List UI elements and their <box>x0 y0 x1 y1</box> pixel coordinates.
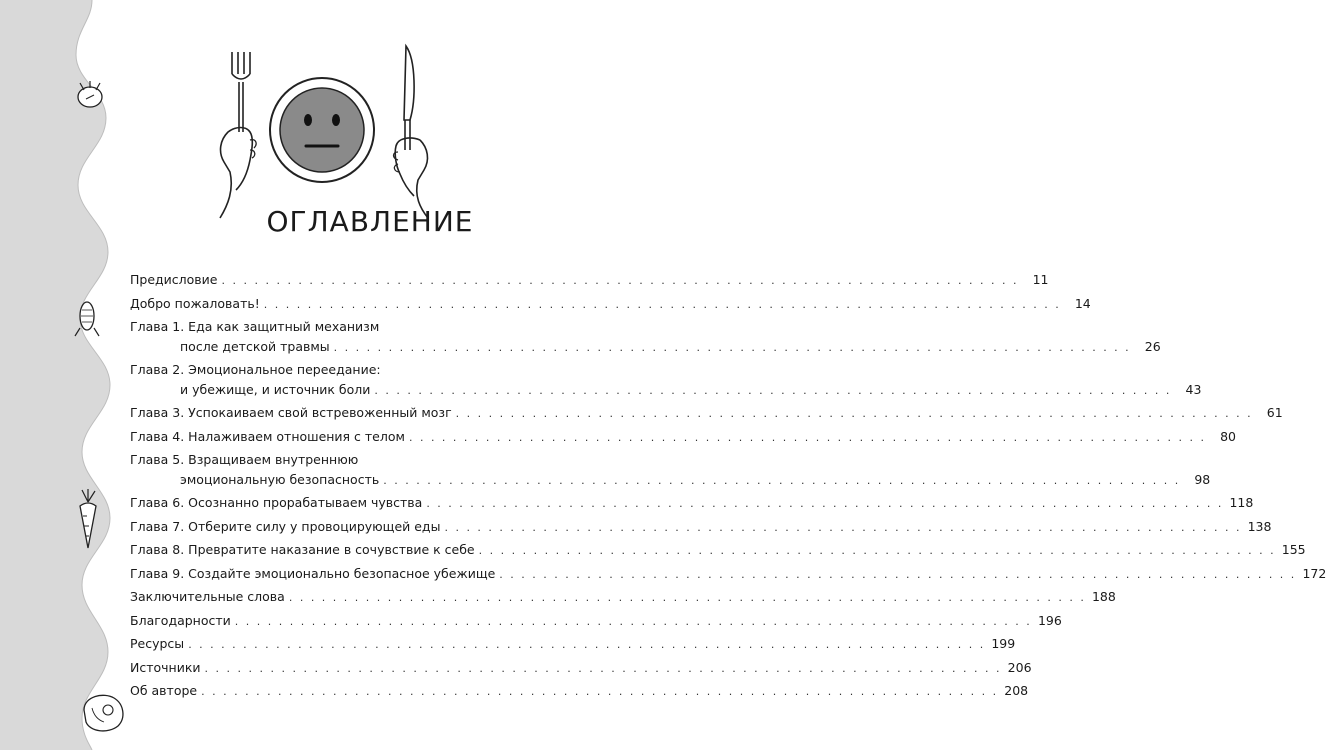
dot-leader <box>456 404 1253 424</box>
toc-entry[interactable] <box>130 427 1236 448</box>
table-of-contents <box>130 270 1326 702</box>
toc-entry[interactable] <box>130 493 1254 514</box>
corn-icon <box>72 298 102 338</box>
radish-icon <box>72 80 108 110</box>
dot-leader <box>221 271 1018 291</box>
dot-leader <box>188 635 985 655</box>
toc-entry-page: 43 <box>1185 381 1202 397</box>
toc-entry-title: Добро пожаловать! <box>130 295 260 311</box>
toc-entry[interactable] <box>130 658 1032 679</box>
toc-entry[interactable] <box>130 681 1029 702</box>
toc-entry-title: Источники <box>130 659 201 675</box>
toc-entry[interactable] <box>130 634 1016 655</box>
toc-entry[interactable] <box>130 611 1062 632</box>
toc-entry[interactable] <box>130 270 1049 291</box>
toc-entry-page: 118 <box>1229 495 1254 510</box>
dot-leader <box>479 541 1276 561</box>
toc-entry[interactable] <box>130 450 1211 490</box>
dot-leader <box>383 471 1180 491</box>
dot-leader <box>499 565 1296 585</box>
toc-entry[interactable] <box>130 540 1306 561</box>
toc-entry-page: 188 <box>1091 589 1116 604</box>
toc-entry-page: 98 <box>1194 471 1211 487</box>
toc-entry-title: Глава 1. Еда как защитный механизм <box>130 319 380 334</box>
toc-entry-page: 196 <box>1037 612 1062 628</box>
toc-entry[interactable] <box>130 517 1272 538</box>
toc-entry[interactable] <box>130 294 1091 315</box>
toc-entry-title: Ресурсы <box>130 636 185 651</box>
toc-entry-page: 199 <box>991 636 1016 651</box>
dot-leader <box>426 494 1223 514</box>
toc-entry[interactable] <box>130 564 1326 585</box>
plate-with-fork-and-knife-illustration <box>210 40 440 220</box>
toc-entry-page: 208 <box>1004 683 1029 698</box>
dot-leader <box>201 682 998 702</box>
toc-entry-title: Глава 2. Эмоциональное переедание: <box>130 362 381 377</box>
dot-leader <box>409 428 1206 448</box>
toc-entry-title: Глава 6. Осознанно прорабатываем чувства <box>130 495 423 510</box>
toc-entry-page: 80 <box>1220 428 1236 444</box>
toc-entry-page: 172 <box>1302 565 1326 581</box>
toc-entry-title: Глава 8. Превратите наказание в сочувствие к себе <box>130 542 475 557</box>
toc-entry-title-continued: после детской травмы <box>180 338 330 354</box>
toc-entry-title: Благодарности <box>130 612 231 628</box>
page-title: ОГЛАВЛЕНИЕ <box>266 205 474 238</box>
toc-entry-title-continued: эмоциональную безопасность <box>180 471 380 487</box>
dot-leader <box>334 338 1131 358</box>
toc-entry-title-continued: и убежище, и источник боли <box>180 381 371 397</box>
steak-icon <box>78 688 130 734</box>
dot-leader <box>264 295 1061 315</box>
dot-leader <box>289 588 1086 608</box>
toc-entry-page: 11 <box>1032 272 1049 287</box>
toc-entry-title: Глава 4. Налаживаем отношения с телом <box>130 428 405 444</box>
dot-leader <box>374 381 1171 401</box>
toc-entry-page: 155 <box>1281 542 1306 557</box>
toc-entry-page: 206 <box>1007 659 1032 675</box>
toc-entry[interactable] <box>130 403 1283 424</box>
toc-entry-page: 26 <box>1144 338 1161 354</box>
toc-entry-title: Предисловие <box>130 272 218 287</box>
toc-entry-page: 138 <box>1247 518 1272 534</box>
toc-entry-title: Глава 7. Отберите силу у провоцирующей еды <box>130 518 441 534</box>
toc-entry[interactable] <box>130 360 1202 400</box>
toc-entry-title: Об авторе <box>130 683 198 698</box>
dot-leader <box>444 518 1241 538</box>
toc-entry-title: Глава 5. Взращиваем внутреннюю <box>130 452 359 467</box>
toc-entry[interactable] <box>130 317 1161 357</box>
wavy-border-decoration <box>0 0 140 750</box>
toc-entry-page: 61 <box>1266 405 1283 420</box>
dot-leader <box>235 612 1032 632</box>
toc-entry-title: Глава 3. Успокаиваем свой встревоженный мозг <box>130 405 452 420</box>
toc-entry-title: Заключительные слова <box>130 589 285 604</box>
carrot-icon <box>74 488 102 550</box>
toc-entry-page: 14 <box>1074 295 1091 311</box>
toc-entry[interactable] <box>130 587 1116 608</box>
toc-entry-title: Глава 9. Создайте эмоционально безопасное убежище <box>130 565 496 581</box>
dot-leader <box>205 659 1002 679</box>
